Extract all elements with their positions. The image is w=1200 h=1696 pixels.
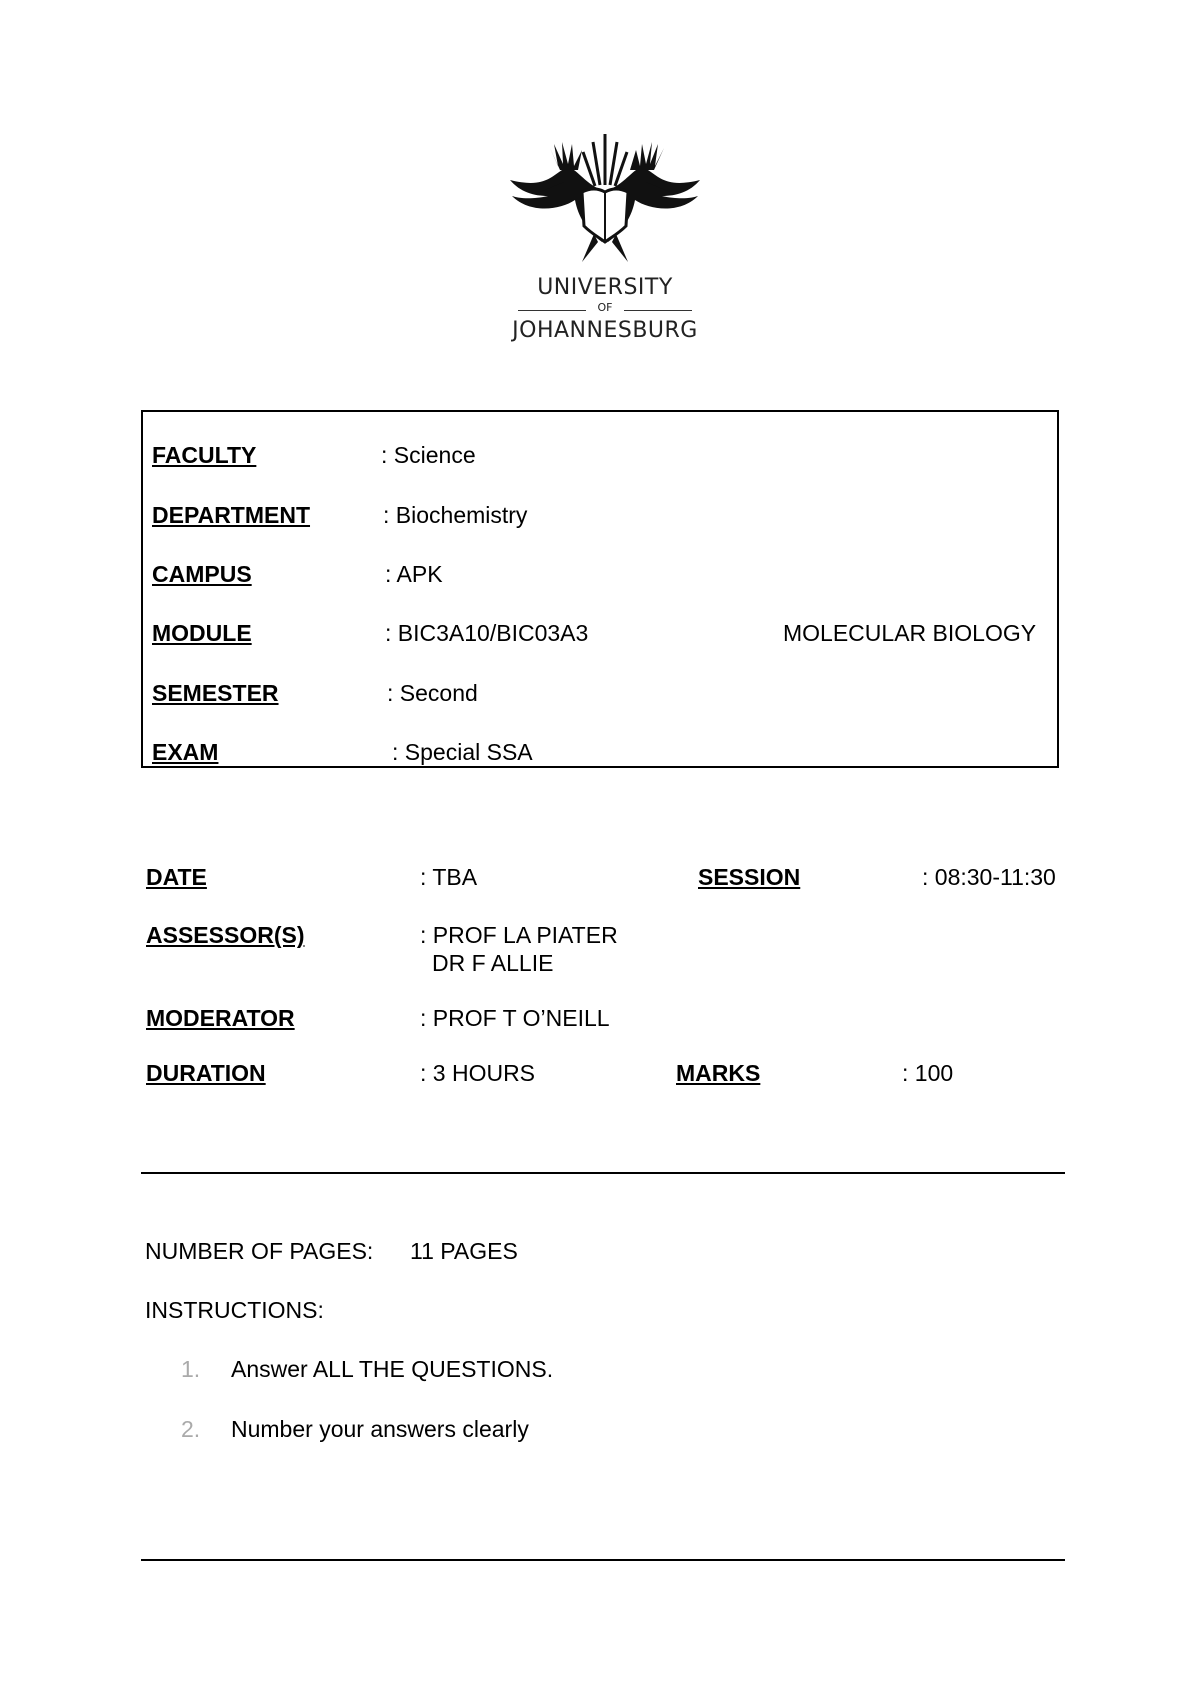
pages-value: 11 PAGES — [410, 1238, 518, 1264]
duration-label: DURATION — [146, 1060, 266, 1086]
divider-bottom — [141, 1559, 1065, 1561]
module-value: : BIC3A10/BIC03A3 — [385, 620, 589, 646]
divider-top — [141, 1172, 1065, 1174]
instruction-number: 1. — [181, 1356, 201, 1382]
university-crest-icon — [490, 130, 720, 270]
duration-value: : 3 HOURS — [420, 1060, 536, 1086]
module-label: MODULE — [152, 620, 252, 646]
assessor-1: : PROF LA PIATER — [420, 922, 618, 948]
campus-value: : APK — [385, 561, 443, 587]
module-title: MOLECULAR BIOLOGY — [783, 620, 1037, 646]
session-label: SESSION — [698, 864, 801, 890]
department-value: : Biochemistry — [383, 502, 528, 528]
campus-label: CAMPUS — [152, 561, 252, 587]
instruction-item: Answer ALL THE QUESTIONS. — [231, 1356, 554, 1382]
logo-line-university: UNIVERSITY — [537, 275, 673, 300]
moderator-label: MODERATOR — [146, 1005, 295, 1031]
logo-divider-right — [624, 310, 692, 311]
date-label: DATE — [146, 864, 207, 890]
pages-label: NUMBER OF PAGES: — [145, 1238, 374, 1264]
marks-value: : 100 — [902, 1060, 954, 1086]
assessor-2: DR F ALLIE — [432, 950, 554, 976]
moderator-value: : PROF T O’NEILL — [420, 1005, 610, 1031]
assessors-label: ASSESSOR(S) — [146, 922, 305, 948]
exam-value: : Special SSA — [392, 739, 533, 765]
logo-line-johannesburg: JOHANNESBURG — [512, 318, 698, 343]
session-value: : 08:30-11:30 — [922, 864, 1056, 890]
exam-label: EXAM — [152, 739, 219, 765]
department-label: DEPARTMENT — [152, 502, 311, 528]
logo-line-of: OF — [597, 301, 613, 314]
instruction-item: Number your answers clearly — [231, 1416, 529, 1442]
semester-value: : Second — [387, 680, 478, 706]
date-value: : TBA — [420, 864, 478, 890]
exam-info-box — [141, 410, 1059, 768]
faculty-label: FACULTY — [152, 442, 257, 468]
instruction-number: 2. — [181, 1416, 201, 1442]
faculty-value: : Science — [381, 442, 476, 468]
university-logo — [490, 130, 720, 350]
semester-label: SEMESTER — [152, 680, 279, 706]
marks-label: MARKS — [676, 1060, 761, 1086]
instructions-label: INSTRUCTIONS: — [145, 1297, 324, 1323]
